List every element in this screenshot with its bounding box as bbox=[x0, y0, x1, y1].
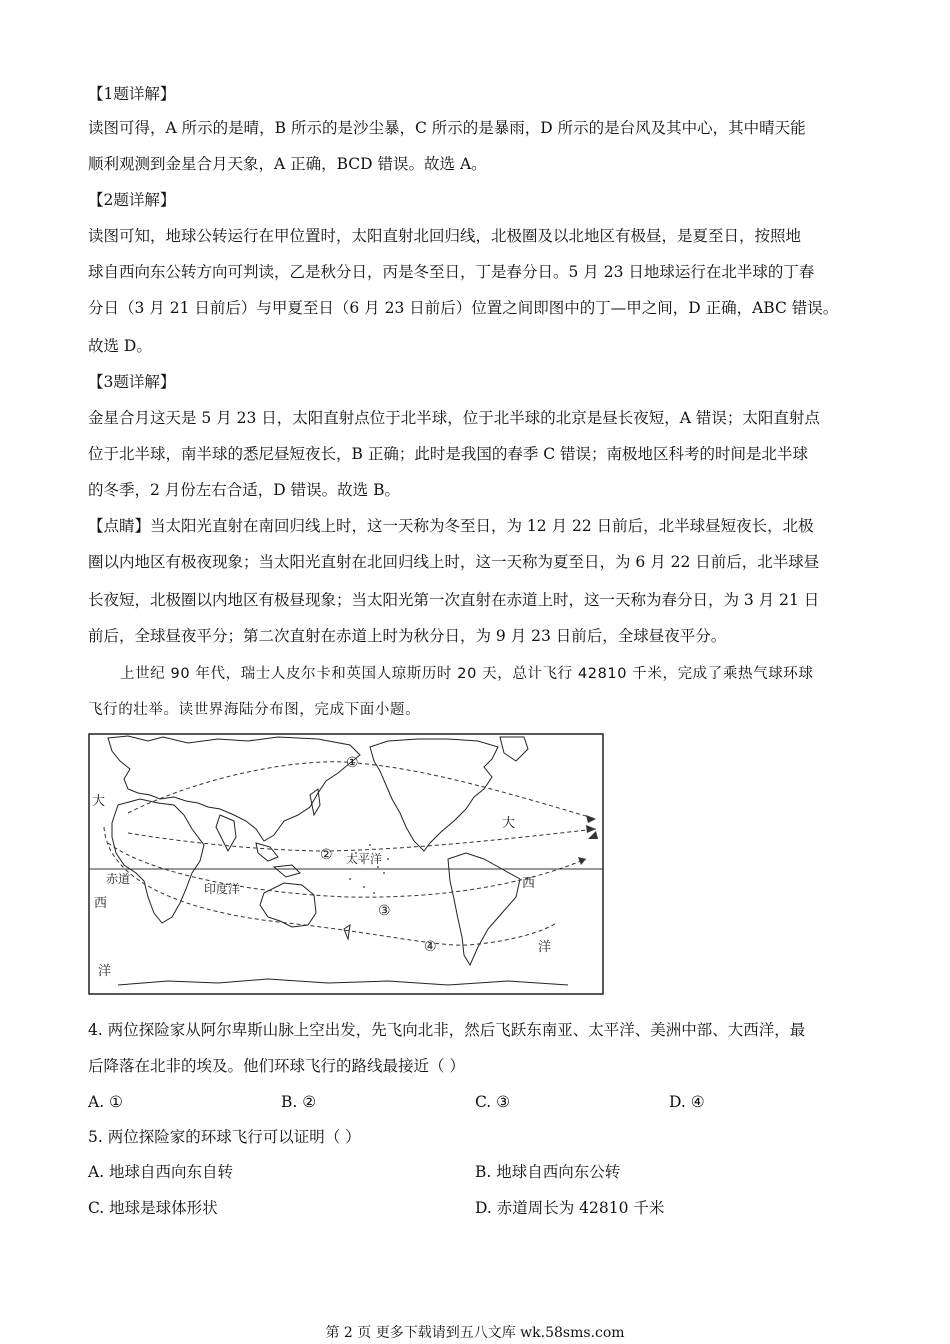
label-atlantic-left-mid: 西 bbox=[94, 896, 108, 911]
q1-line-2: 顺利观测到金星合月天象，A 正确，BCD 错误。故选 A。 bbox=[88, 155, 487, 173]
tip-line-1: 【点睛】当太阳光直射在南回归线上时，这一天称为冬至日，为 12 月 22 日前后，北半球昼短夜长，北极 bbox=[88, 517, 814, 535]
q3-line-1: 金星合月这天是 5 月 23 日，太阳直射点位于北半球，位于北半球的北京是昼长夜短，A 错误；太阳直射点 bbox=[88, 409, 820, 427]
label-indian-ocean: 印度洋 bbox=[204, 882, 241, 896]
tip-line-3: 长夜短，北极圈以内地区有极昼现象；当太阳光第一次直射在赤道上时，这一天称为春分日，为 3 月 21 日 bbox=[88, 591, 820, 609]
q4-option-d[interactable]: D. ④ bbox=[669, 1093, 705, 1111]
q5-option-c[interactable]: C. 地球是球体形状 bbox=[88, 1199, 218, 1217]
intro-line-2: 飞行的壮举。读世界海陆分布图，完成下面小题。 bbox=[88, 702, 421, 718]
label-atlantic-left-top: 大 bbox=[92, 794, 106, 809]
q2-line-1: 读图可知，地球公转运行在甲位置时，太阳直射北回归线，北极圈及以北地区有极昼，是夏至日，按照地 bbox=[88, 227, 802, 245]
label-atlantic-right-top: 大 bbox=[502, 816, 516, 831]
q3-line-2: 位于北半球，南半球的悉尼昼短夜长，B 正确；此时是我国的春季 C 错误；南极地区科考的时间是北半球 bbox=[88, 445, 809, 463]
label-pacific: 太平洋 bbox=[346, 852, 383, 866]
q4-stem-line-2: 后降落在北非的埃及。他们环球飞行的路线最接近（ ） bbox=[88, 1057, 465, 1075]
q3-heading: 【3题详解】 bbox=[88, 373, 176, 391]
q4-stem-line-1: 4. 两位探险家从阿尔卑斯山脉上空出发，先飞向北非，然后飞跃东南亚、太平洋、美洲中部、大西洋，最 bbox=[88, 1021, 806, 1039]
label-route-2: ② bbox=[320, 847, 333, 863]
q5-option-b[interactable]: B. 地球自西向东公转 bbox=[475, 1163, 621, 1181]
q3-line-3: 的冬季，2 月份左右合适，D 错误。故选 B。 bbox=[88, 481, 400, 499]
label-route-3: ③ bbox=[378, 903, 391, 919]
world-map-svg bbox=[88, 733, 604, 995]
q5-option-d[interactable]: D. 赤道周长为 42810 千米 bbox=[475, 1199, 665, 1217]
q4-option-a[interactable]: A. ① bbox=[88, 1093, 123, 1111]
label-equator: 赤道 bbox=[106, 872, 131, 886]
q2-line-4: 故选 D。 bbox=[88, 337, 152, 355]
q5-stem: 5. 两位探险家的环球飞行可以证明（ ） bbox=[88, 1128, 361, 1146]
q2-line-3: 分日（3 月 21 日前后）与甲夏至日（6 月 23 日前后）位置之间即图中的丁—甲之间，D 正确，ABC 错误。 bbox=[88, 299, 839, 317]
label-atlantic-right-mid: 西 bbox=[522, 876, 536, 891]
label-route-4: ④ bbox=[424, 939, 437, 955]
tip-line-4: 前后，全球昼夜平分；第二次直射在赤道上时为秋分日，为 9 月 23 日前后，全球昼夜平分。 bbox=[88, 627, 727, 645]
q1-line-1: 读图可得，A 所示的是晴，B 所示的是沙尘暴，C 所示的是暴雨，D 所示的是台风及其中心，其中晴天能 bbox=[88, 119, 806, 137]
q4-option-b[interactable]: B. ② bbox=[281, 1093, 317, 1111]
label-atlantic-right-bottom: 洋 bbox=[538, 940, 552, 955]
tip-line-2: 圈以内地区有极夜现象；当太阳光直射在北回归线上时，这一天称为夏至日，为 6 月 22 日前后，北半球昼 bbox=[88, 553, 820, 571]
world-map-figure bbox=[88, 733, 604, 995]
q1-heading: 【1题详解】 bbox=[88, 85, 176, 103]
q2-line-2: 球自西向东公转方向可判读，乙是秋分日，丙是冬至日，丁是春分日。5 月 23 日地球运行在北半球的丁春 bbox=[88, 263, 815, 281]
q2-heading: 【2题详解】 bbox=[88, 191, 176, 209]
intro-line-1: 上世纪 90 年代，瑞士人皮尔卡和英国人琼斯历时 20 天，总计飞行 42810 千米，完成了乘热气球环球 bbox=[120, 666, 814, 682]
page-footer: 第 2 页 更多下载请到五八文库 wk.58sms.com bbox=[325, 1325, 625, 1341]
label-route-1: ① bbox=[346, 755, 359, 771]
q4-option-c[interactable]: C. ③ bbox=[475, 1093, 511, 1111]
q5-option-a[interactable]: A. 地球自西向东自转 bbox=[88, 1163, 234, 1181]
label-atlantic-left-bottom: 洋 bbox=[98, 964, 112, 979]
